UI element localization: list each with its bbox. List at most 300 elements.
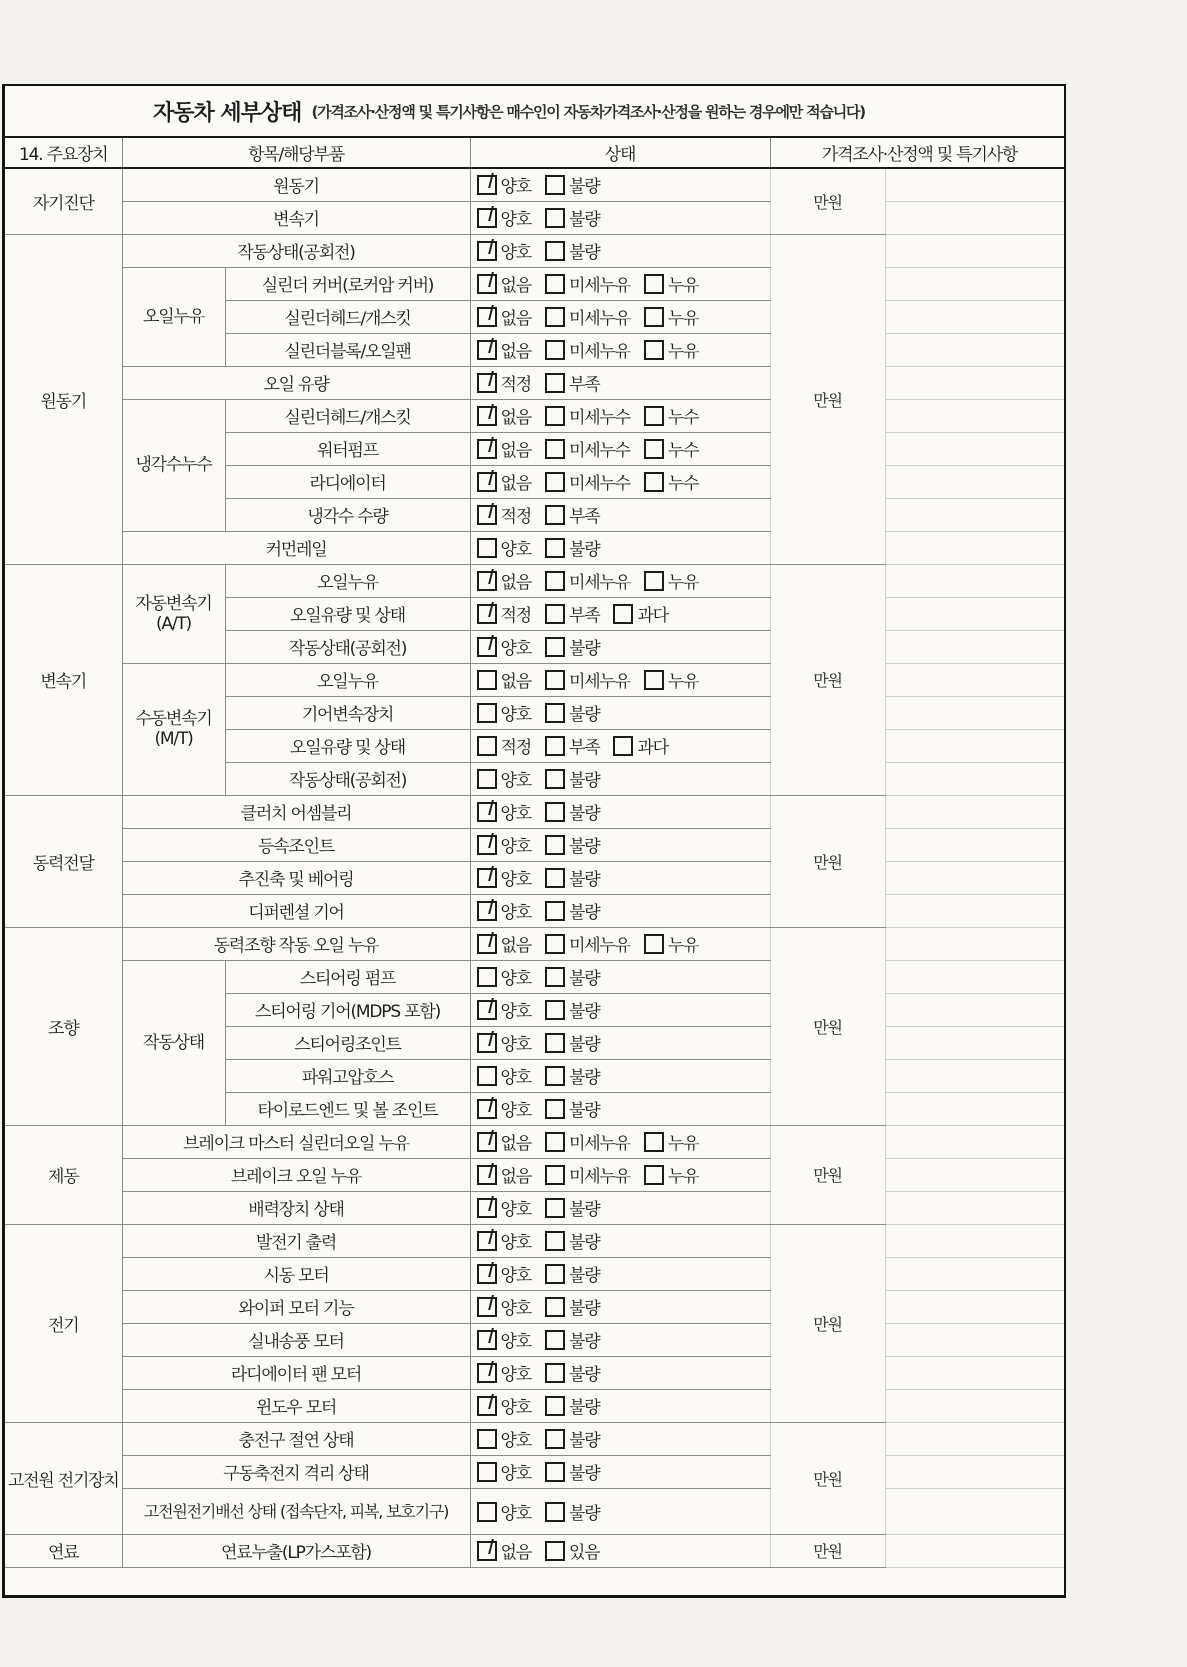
status-option[interactable] <box>477 733 531 758</box>
remarks-cell[interactable] <box>885 1059 1066 1092</box>
checked-checkbox[interactable] <box>477 637 497 657</box>
option-label: 양호 <box>500 1365 531 1385</box>
remarks-cell[interactable] <box>885 696 1066 729</box>
checked-checkbox[interactable] <box>477 1541 497 1561</box>
checkbox[interactable] <box>545 538 565 558</box>
remarks-cell[interactable] <box>885 762 1066 795</box>
status-option[interactable] <box>545 766 599 791</box>
status-option[interactable] <box>545 535 599 560</box>
table-row <box>5 531 1066 564</box>
remarks-cell[interactable] <box>885 861 1066 894</box>
checkbox[interactable] <box>545 802 565 822</box>
checked-checkbox[interactable] <box>477 835 497 855</box>
checkbox[interactable] <box>545 637 565 657</box>
status-option[interactable] <box>477 502 531 527</box>
option-label: 불량 <box>568 210 600 230</box>
status-option[interactable] <box>545 1096 599 1121</box>
category-cell: 제동 <box>5 1125 122 1224</box>
status-option[interactable] <box>545 1195 599 1220</box>
option-label: 불량 <box>568 1299 600 1319</box>
status-option[interactable] <box>545 898 599 923</box>
remarks-cell[interactable] <box>885 531 1066 564</box>
option-label: 적정 <box>500 606 531 626</box>
option-label: 양호 <box>500 1200 531 1220</box>
checkbox[interactable] <box>644 439 664 459</box>
option-label: 누유 <box>667 573 699 593</box>
sheet-title: 자동차 세부상태 <box>153 100 302 126</box>
remarks-cell[interactable] <box>885 234 1066 267</box>
checked-checkbox[interactable] <box>477 274 497 294</box>
remarks-cell[interactable] <box>885 1455 1066 1488</box>
status-option[interactable] <box>477 172 531 197</box>
checkbox[interactable] <box>644 1165 664 1185</box>
status-option[interactable] <box>477 1360 531 1385</box>
option-label: 불량 <box>568 1233 600 1253</box>
status-option[interactable] <box>545 1426 599 1451</box>
status-option[interactable] <box>545 436 630 461</box>
status-option[interactable] <box>545 1129 630 1154</box>
item-cell: 충전구 절연 상태 <box>122 1422 470 1455</box>
status-option[interactable] <box>477 964 531 989</box>
status-option[interactable] <box>477 1129 531 1154</box>
option-label: 양호 <box>500 804 531 824</box>
status-option[interactable] <box>644 1162 698 1187</box>
checked-checkbox[interactable] <box>477 175 497 195</box>
checked-checkbox[interactable] <box>477 571 497 591</box>
status-option[interactable] <box>545 1327 599 1352</box>
option-label: 불량 <box>568 243 600 263</box>
checkbox[interactable] <box>477 703 497 723</box>
checkbox[interactable] <box>545 1198 565 1218</box>
table-row <box>5 960 1066 993</box>
status-option[interactable] <box>545 832 599 857</box>
status-option[interactable] <box>545 337 630 362</box>
checked-checkbox[interactable] <box>477 439 497 459</box>
checkbox[interactable] <box>545 1231 565 1251</box>
remarks-cell[interactable] <box>885 1389 1066 1422</box>
option-label: 적정 <box>500 738 531 758</box>
checked-checkbox[interactable] <box>477 241 497 261</box>
remarks-cell[interactable] <box>885 1323 1066 1356</box>
status-option[interactable] <box>477 1426 531 1451</box>
checked-checkbox[interactable] <box>477 505 497 525</box>
checkbox[interactable] <box>545 439 565 459</box>
option-label: 불량 <box>568 1068 600 1088</box>
checkbox[interactable] <box>545 703 565 723</box>
option-label: 과다 <box>637 606 668 626</box>
status-option[interactable] <box>545 634 599 659</box>
status-option[interactable] <box>477 436 531 461</box>
status-cell <box>470 531 770 564</box>
remarks-cell[interactable] <box>885 465 1066 498</box>
table-row <box>5 1125 1066 1158</box>
checkbox[interactable] <box>644 670 664 690</box>
status-option[interactable] <box>477 832 531 857</box>
checkbox[interactable] <box>644 274 664 294</box>
checkbox[interactable] <box>545 1541 565 1561</box>
checkbox[interactable] <box>545 373 565 393</box>
status-option[interactable] <box>545 799 599 824</box>
checkbox[interactable] <box>477 538 497 558</box>
checkbox[interactable] <box>545 1033 565 1053</box>
status-option[interactable] <box>477 1030 531 1055</box>
status-option[interactable] <box>477 337 531 362</box>
status-option[interactable] <box>545 964 599 989</box>
checked-checkbox[interactable] <box>477 1231 497 1251</box>
option-label: 양호 <box>500 969 531 989</box>
checkbox[interactable] <box>545 1363 565 1383</box>
checkbox[interactable] <box>545 835 565 855</box>
checked-checkbox[interactable] <box>477 1033 497 1053</box>
status-option[interactable] <box>644 436 698 461</box>
price-cell: 만원 <box>770 1125 885 1224</box>
checked-checkbox[interactable] <box>477 1132 497 1152</box>
status-option[interactable] <box>613 601 667 626</box>
checkbox[interactable] <box>644 340 664 360</box>
status-option[interactable] <box>477 997 531 1022</box>
status-option[interactable] <box>477 205 531 230</box>
status-option[interactable] <box>644 337 698 362</box>
status-option[interactable] <box>545 1393 599 1418</box>
status-option[interactable] <box>545 304 630 329</box>
status-option[interactable] <box>644 271 698 296</box>
status-option[interactable] <box>477 568 531 593</box>
status-option[interactable] <box>545 469 630 494</box>
remarks-cell[interactable] <box>885 663 1066 696</box>
remarks-cell[interactable] <box>885 828 1066 861</box>
status-option[interactable] <box>545 700 599 725</box>
checked-checkbox[interactable] <box>477 472 497 492</box>
checkbox[interactable] <box>477 1066 497 1086</box>
item-cell: 스티어링 펌프 <box>225 960 470 993</box>
option-label: 누수 <box>667 474 699 494</box>
checked-checkbox[interactable] <box>477 1000 497 1020</box>
status-option[interactable] <box>477 1261 531 1286</box>
remarks-cell[interactable] <box>885 1026 1066 1059</box>
remarks-cell[interactable] <box>885 201 1066 234</box>
option-label: 불량 <box>568 639 600 659</box>
status-cell <box>470 993 770 1026</box>
checkbox[interactable] <box>477 736 497 756</box>
item-cell: 스티어링조인트 <box>225 1026 470 1059</box>
checkbox[interactable] <box>545 1330 565 1350</box>
status-option[interactable] <box>477 1538 531 1563</box>
checkbox[interactable] <box>545 1502 565 1522</box>
option-label: 불량 <box>568 1398 600 1418</box>
status-option[interactable] <box>477 1327 531 1352</box>
status-cell <box>470 1158 770 1191</box>
option-label: 양호 <box>500 639 531 659</box>
checked-checkbox[interactable] <box>477 340 497 360</box>
remarks-cell[interactable] <box>885 366 1066 399</box>
status-option[interactable] <box>477 667 531 692</box>
status-option[interactable] <box>545 997 599 1022</box>
status-option[interactable] <box>613 733 667 758</box>
remarks-cell[interactable] <box>885 564 1066 597</box>
status-option[interactable] <box>644 931 698 956</box>
checkbox[interactable] <box>545 934 565 954</box>
remarks-cell[interactable] <box>885 1125 1066 1158</box>
checked-checkbox[interactable] <box>477 1165 497 1185</box>
option-label: 없음 <box>500 1543 531 1563</box>
checked-checkbox[interactable] <box>477 901 497 921</box>
status-option[interactable] <box>644 304 698 329</box>
checked-checkbox[interactable] <box>477 1198 497 1218</box>
option-label: 부족 <box>568 375 600 395</box>
status-option[interactable] <box>545 1459 599 1484</box>
price-cell: 만원 <box>770 168 885 234</box>
status-option[interactable] <box>477 601 531 626</box>
status-option[interactable] <box>477 898 531 923</box>
option-label: 불량 <box>568 1266 600 1286</box>
checkbox[interactable] <box>477 1462 497 1482</box>
checkbox[interactable] <box>644 307 664 327</box>
status-option[interactable] <box>477 766 531 791</box>
status-option[interactable] <box>545 1499 599 1524</box>
checkbox[interactable] <box>644 571 664 591</box>
remarks-cell[interactable] <box>885 795 1066 828</box>
status-option[interactable] <box>545 172 599 197</box>
checkbox[interactable] <box>644 406 664 426</box>
checkbox[interactable] <box>545 274 565 294</box>
remarks-cell[interactable] <box>885 300 1066 333</box>
table-row <box>5 927 1066 960</box>
status-option[interactable] <box>545 1294 599 1319</box>
status-option[interactable] <box>545 1030 599 1055</box>
checked-checkbox[interactable] <box>477 1396 497 1416</box>
status-option[interactable] <box>477 700 531 725</box>
checkbox[interactable] <box>644 1132 664 1152</box>
status-option[interactable] <box>477 799 531 824</box>
status-option[interactable] <box>477 469 531 494</box>
remarks-cell[interactable] <box>885 267 1066 300</box>
checkbox[interactable] <box>545 769 565 789</box>
remarks-cell[interactable] <box>885 1290 1066 1323</box>
checked-checkbox[interactable] <box>477 1297 497 1317</box>
status-cell <box>470 1092 770 1125</box>
remarks-cell[interactable] <box>885 432 1066 465</box>
remarks-cell[interactable] <box>885 927 1066 960</box>
status-option[interactable] <box>477 1096 531 1121</box>
status-option[interactable] <box>477 931 531 956</box>
status-option[interactable] <box>477 865 531 890</box>
remarks-cell[interactable] <box>885 597 1066 630</box>
checkbox[interactable] <box>545 208 565 228</box>
checkbox[interactable] <box>545 406 565 426</box>
checkbox[interactable] <box>545 1396 565 1416</box>
status-option[interactable] <box>545 601 599 626</box>
checkbox[interactable] <box>545 868 565 888</box>
remarks-cell[interactable] <box>885 1158 1066 1191</box>
status-option[interactable] <box>545 1261 599 1286</box>
remarks-cell[interactable] <box>885 960 1066 993</box>
option-label: 양호 <box>500 1233 531 1253</box>
remarks-cell[interactable] <box>885 993 1066 1026</box>
checkbox[interactable] <box>545 670 565 690</box>
item-cell: 연료누출(LP가스포함) <box>122 1534 470 1567</box>
checkbox[interactable] <box>545 340 565 360</box>
remarks-cell[interactable] <box>885 399 1066 432</box>
remarks-cell[interactable] <box>885 1534 1066 1567</box>
checkbox[interactable] <box>545 1165 565 1185</box>
status-cell <box>470 894 770 927</box>
checkbox[interactable] <box>613 604 633 624</box>
status-option[interactable] <box>477 304 531 329</box>
status-option[interactable] <box>477 370 531 395</box>
status-cell <box>470 1323 770 1356</box>
status-option[interactable] <box>477 1063 531 1088</box>
table-row <box>5 1224 1066 1257</box>
remarks-cell[interactable] <box>885 1356 1066 1389</box>
status-option[interactable] <box>545 205 599 230</box>
status-option[interactable] <box>545 733 599 758</box>
status-option[interactable] <box>545 238 599 263</box>
status-option[interactable] <box>477 1393 531 1418</box>
status-cell <box>470 1191 770 1224</box>
checkbox[interactable] <box>477 769 497 789</box>
checked-checkbox[interactable] <box>477 1363 497 1383</box>
checked-checkbox[interactable] <box>477 1330 497 1350</box>
option-label: 불량 <box>568 1503 600 1524</box>
checkbox[interactable] <box>545 241 565 261</box>
checked-checkbox[interactable] <box>477 934 497 954</box>
checkbox[interactable] <box>545 571 565 591</box>
checkbox[interactable] <box>545 505 565 525</box>
checkbox[interactable] <box>477 1429 497 1449</box>
status-cell <box>470 828 770 861</box>
checkbox[interactable] <box>545 1264 565 1284</box>
status-option[interactable] <box>545 1360 599 1385</box>
status-option[interactable] <box>477 238 531 263</box>
checked-checkbox[interactable] <box>477 868 497 888</box>
status-option[interactable] <box>644 568 698 593</box>
remarks-cell[interactable] <box>885 1257 1066 1290</box>
subcategory-cell: 오일누유 <box>122 267 225 366</box>
status-cell <box>470 1488 770 1534</box>
item-cell: 오일유량 및 상태 <box>225 729 470 762</box>
status-option[interactable] <box>545 865 599 890</box>
checkbox[interactable] <box>644 934 664 954</box>
status-option[interactable] <box>644 469 698 494</box>
checkbox[interactable] <box>644 472 664 492</box>
checkbox[interactable] <box>545 1462 565 1482</box>
checkbox[interactable] <box>545 736 565 756</box>
checkbox[interactable] <box>545 175 565 195</box>
option-label: 불량 <box>568 1200 600 1220</box>
status-cell <box>470 861 770 894</box>
checkbox[interactable] <box>545 1132 565 1152</box>
status-option[interactable] <box>545 667 630 692</box>
checkbox[interactable] <box>477 1502 497 1522</box>
checkbox[interactable] <box>477 967 497 987</box>
status-option[interactable] <box>644 403 698 428</box>
checked-checkbox[interactable] <box>477 604 497 624</box>
checked-checkbox[interactable] <box>477 307 497 327</box>
status-option[interactable] <box>644 1129 698 1154</box>
option-label: 양호 <box>500 1299 531 1319</box>
checkbox[interactable] <box>477 670 497 690</box>
checked-checkbox[interactable] <box>477 1264 497 1284</box>
checkbox[interactable] <box>545 307 565 327</box>
status-option[interactable] <box>477 1228 531 1253</box>
option-label: 양호 <box>500 210 531 230</box>
checkbox[interactable] <box>545 1099 565 1119</box>
checkbox[interactable] <box>545 1066 565 1086</box>
remarks-cell[interactable] <box>885 333 1066 366</box>
remarks-cell[interactable] <box>885 630 1066 663</box>
remarks-cell[interactable] <box>885 1488 1066 1534</box>
status-option[interactable] <box>545 1162 630 1187</box>
remarks-cell[interactable] <box>885 1191 1066 1224</box>
remarks-cell[interactable] <box>885 729 1066 762</box>
status-option[interactable] <box>477 1195 531 1220</box>
checkbox[interactable] <box>613 736 633 756</box>
option-label: 양호 <box>500 771 531 791</box>
status-option[interactable] <box>644 667 698 692</box>
status-cell <box>470 1356 770 1389</box>
option-label: 미세누유 <box>568 1167 630 1187</box>
checkbox[interactable] <box>545 1297 565 1317</box>
remarks-cell[interactable] <box>885 498 1066 531</box>
checkbox[interactable] <box>545 901 565 921</box>
remarks-cell[interactable] <box>885 1092 1066 1125</box>
status-option[interactable] <box>477 1499 531 1524</box>
checked-checkbox[interactable] <box>477 406 497 426</box>
status-option[interactable] <box>545 1228 599 1253</box>
status-option[interactable] <box>477 1294 531 1319</box>
checked-checkbox[interactable] <box>477 1099 497 1119</box>
checkbox[interactable] <box>545 1429 565 1449</box>
checkbox[interactable] <box>545 1000 565 1020</box>
option-label: 불량 <box>568 177 600 198</box>
checked-checkbox[interactable] <box>477 208 497 228</box>
status-option[interactable] <box>545 1063 599 1088</box>
status-option[interactable] <box>477 634 531 659</box>
status-cell <box>470 597 770 630</box>
status-option[interactable] <box>477 271 531 296</box>
status-option[interactable] <box>477 1162 531 1187</box>
checked-checkbox[interactable] <box>477 802 497 822</box>
status-option[interactable] <box>477 535 531 560</box>
table-row <box>5 564 1066 597</box>
checked-checkbox[interactable] <box>477 373 497 393</box>
status-option[interactable] <box>545 370 599 395</box>
checkbox[interactable] <box>545 967 565 987</box>
remarks-cell[interactable] <box>885 168 1066 201</box>
remarks-cell[interactable] <box>885 1422 1066 1455</box>
status-option[interactable] <box>545 502 599 527</box>
remarks-cell[interactable] <box>885 1224 1066 1257</box>
status-cell <box>470 729 770 762</box>
remarks-cell[interactable] <box>885 894 1066 927</box>
item-cell: 오일유량 및 상태 <box>225 597 470 630</box>
checkbox[interactable] <box>545 604 565 624</box>
status-option[interactable] <box>545 931 630 956</box>
status-option[interactable] <box>545 568 630 593</box>
item-cell: 오일 유량 <box>122 366 470 399</box>
status-option[interactable] <box>545 1538 599 1563</box>
status-option[interactable] <box>477 1459 531 1484</box>
price-cell: 만원 <box>770 234 885 564</box>
option-label: 불량 <box>568 771 600 791</box>
option-label: 없음 <box>500 309 531 329</box>
status-option[interactable] <box>545 403 630 428</box>
item-cell: 기어변속장치 <box>225 696 470 729</box>
option-label: 있음 <box>568 1543 600 1563</box>
checkbox[interactable] <box>545 472 565 492</box>
status-option[interactable] <box>477 403 531 428</box>
status-option[interactable] <box>545 271 630 296</box>
